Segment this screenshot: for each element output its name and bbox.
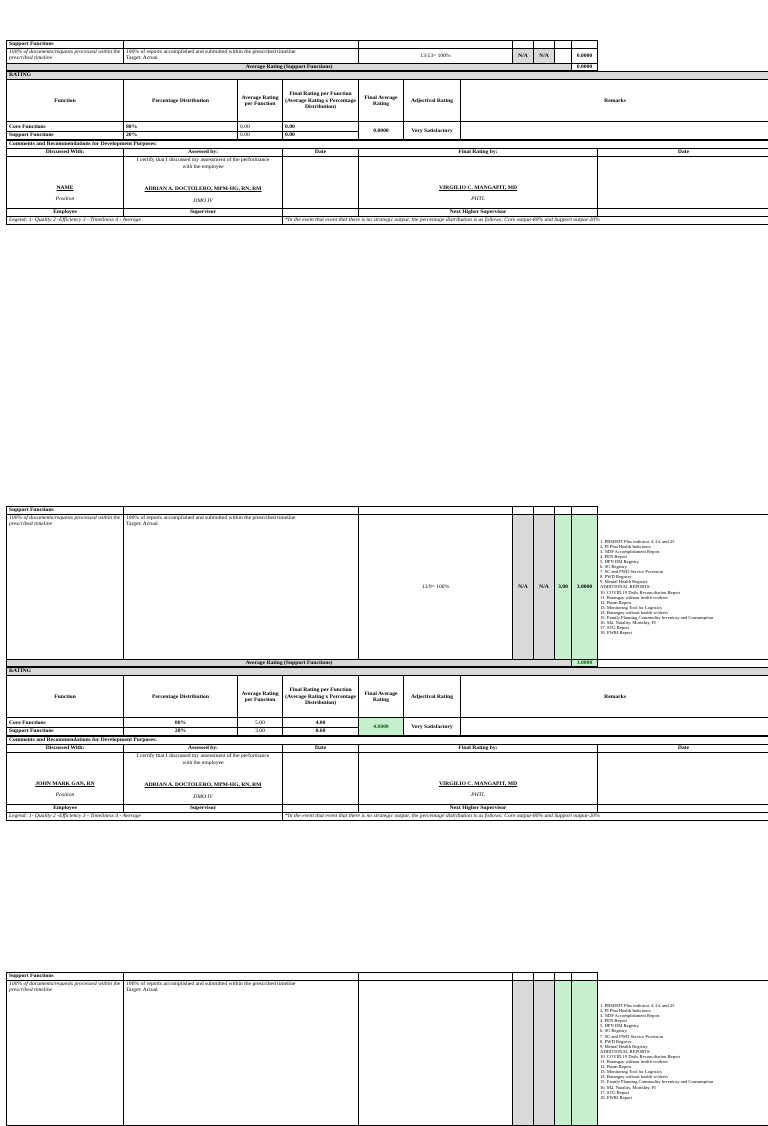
core-functions-label: Core Functions — [7, 718, 124, 728]
remark-item: 12. Beam Report — [600, 1064, 767, 1069]
remark-item: 15. Family Planning Commodity Inventory and Consumption — [600, 615, 767, 620]
support-functions-table — [6, 972, 768, 1126]
header-final-average: Final Average Rating — [359, 676, 404, 718]
remark-item: 8. PWD Registry — [600, 1039, 767, 1044]
avg-support-label: Average Rating (Support Functions) — [7, 660, 572, 667]
certify-text: I certify that I discussed my assessment of the performance with the employee — [126, 157, 280, 170]
employee-name: JOHN MARK GAN, RN — [9, 781, 121, 787]
signature-table — [6, 736, 768, 820]
date-header-2: Date — [598, 745, 768, 753]
comments-heading: Comments and Recommendations for Development Purposes: — [7, 141, 768, 149]
support-functions-table — [6, 40, 768, 71]
date-header-2: Date — [598, 149, 768, 157]
supervisor-name: ADRIAN A. DOCTOLERO, MPM-HG, RN, RM — [126, 186, 280, 192]
employee-position: Position — [9, 196, 121, 202]
legend: Legend: 1- Quality 2 -Efficiency 3 - Timeliness 4 - Average — [7, 813, 283, 820]
header-percentage: Percentage Distribution — [124, 676, 238, 718]
remark-item: 2. FI Plus Health Indicators — [600, 1008, 767, 1013]
header-final-rating: Final Rating per Function (Average Rating x Percentage Distribution) — [283, 80, 359, 122]
final-average-rating: 0.0000 — [359, 122, 404, 140]
efficiency-rating: N/A — [534, 515, 555, 660]
remark-item: 14. Barangay without health workers — [600, 1074, 767, 1079]
next-supervisor-signature-cell — [359, 157, 598, 209]
remark-item: 5. HPN DM Registry — [600, 1023, 767, 1028]
next-higher-label: Next Higher Supervisor — [359, 209, 598, 217]
remark-item: 6. SC Registry — [600, 564, 767, 569]
header-remarks: Remarks — [461, 676, 768, 718]
support-avg: 3.00 — [238, 728, 283, 736]
remark-item: 16. M2, Natality, Mortality, FI — [600, 620, 767, 625]
support-functions-heading: Support Functions — [7, 973, 124, 981]
support-functions-heading: Support Functions — [7, 507, 124, 515]
next-supervisor-name: VIRGILIO C. MANGAPIT, MD — [361, 781, 595, 787]
target-sub: Target: Actual — [126, 55, 356, 61]
comments-heading: Comments and Recommendations for Development Purposes: — [7, 737, 768, 745]
target-text: 100% of reports accomplished and submitted within the prescribed timeline — [126, 981, 356, 987]
remark-item: 1. PBSDMT Plus indicator 4, 24, and 25 — [600, 1003, 767, 1008]
rating-summary-table — [6, 71, 768, 140]
actual-ratio: 13/9= 100% — [359, 515, 513, 660]
remark-item: 15. Family Planning Commodity Inventory and Consumption — [600, 1079, 767, 1084]
remark-item: ADDITIONAL REPORTS: — [600, 1049, 767, 1054]
remark-item: 3. NDP Accomplishment Report — [600, 549, 767, 554]
remarks-cell — [461, 718, 768, 736]
target-cell — [124, 49, 359, 64]
date-header: Date — [283, 745, 359, 753]
supervisor-position: DMO IV — [126, 794, 280, 800]
next-supervisor-signature-cell — [359, 753, 598, 805]
header-final-average: Final Average Rating — [359, 80, 404, 122]
core-avg: 5.00 — [238, 718, 283, 728]
support-pct: 20% — [124, 132, 238, 140]
success-indicator: 100% of documents/requests processed within the prescribed timeline — [7, 515, 124, 660]
next-supervisor-position: PHTL — [361, 792, 595, 798]
rating-summary-table — [6, 667, 768, 736]
final-rating-by-header: Final Rating by: — [359, 745, 598, 753]
remark-item: 4. PEN Report — [600, 554, 767, 559]
employee-label: Employee — [7, 209, 124, 217]
next-higher-label: Next Higher Supervisor — [359, 805, 598, 813]
efficiency-rating: N/A — [534, 49, 555, 64]
avg-support-value: 0.0000 — [572, 64, 598, 71]
target-cell — [124, 515, 359, 660]
avg-support-label: Average Rating (Support Functions) — [7, 64, 572, 71]
remark-item: 7. SC and PWD Service Provision — [600, 569, 767, 574]
core-final: 0.00 — [283, 122, 359, 132]
header-function: Function — [7, 80, 124, 122]
rating-form-2 — [6, 506, 768, 821]
remark-item: 4. PEN Report — [600, 1018, 767, 1023]
next-supervisor-name: VIRGILIO C. MANGAPIT, MD — [361, 185, 595, 191]
remark-item: 13. Monitoring Tool for Logistics — [600, 605, 767, 610]
remark-item: 6. SC Registry — [600, 1028, 767, 1033]
remark-item: 17. STG Report — [600, 625, 767, 630]
header-adjectival: Adjectival Rating — [404, 80, 461, 122]
next-supervisor-position: PHTL — [361, 196, 595, 202]
employee-position: Position — [9, 792, 121, 798]
rating-form-3 — [6, 972, 768, 1126]
supervisor-label: Supervisor — [124, 805, 283, 813]
header-average-rating: Average Rating per Function — [238, 676, 283, 718]
final-rating-by-header: Final Rating by: — [359, 149, 598, 157]
remark-item: 9. Mental Health Registry — [600, 1044, 767, 1049]
assessed-by-header: Assessed by: — [124, 149, 283, 157]
supervisor-position: DMO IV — [126, 198, 280, 204]
actual-ratio: 13/13= 100% — [359, 49, 513, 64]
remark-item: 13. Monitoring Tool for Logistics — [600, 1069, 767, 1074]
certify-text: I certify that I discussed my assessment of the performance with the employee — [126, 753, 280, 766]
average-rating-value: 3.0000 — [572, 515, 598, 660]
core-pct: 80% — [124, 718, 238, 728]
discussed-with-header: Discussed With: — [7, 149, 124, 157]
support-functions-label: Support Functions — [7, 132, 124, 140]
target-sub: Target: Actual — [126, 521, 356, 527]
remark-item: 18. FWRI Report — [600, 1095, 767, 1100]
remark-item: 12. Beam Report — [600, 600, 767, 605]
header-remarks: Remarks — [461, 80, 768, 122]
employee-label: Employee — [7, 805, 124, 813]
date-header: Date — [283, 149, 359, 157]
support-pct: 20% — [124, 728, 238, 736]
core-avg: 0.00 — [238, 122, 283, 132]
footnote: *In the event that event that there is no strategic output, the percentage distribution is as follows: Core output-80% and Support output-20% — [283, 217, 768, 224]
final-average-rating: 4.6000 — [359, 718, 404, 736]
avg-support-value: 3.0000 — [572, 660, 598, 667]
adjectival-rating: Very Satisfactory — [404, 718, 461, 736]
employee-signature-cell — [7, 753, 124, 805]
rating-form-1 — [6, 40, 768, 225]
remark-item: 7. SC and PWD Service Provision — [600, 1034, 767, 1039]
employee-name: NAME — [9, 185, 121, 191]
core-pct: 80% — [124, 122, 238, 132]
timeliness-rating: 3.00 — [555, 515, 572, 660]
remarks-list — [598, 981, 768, 1126]
support-final: 0.60 — [283, 728, 359, 736]
quality-rating: N/A — [513, 49, 534, 64]
quality-rating: N/A — [513, 515, 534, 660]
supervisor-name: ADRIAN A. DOCTOLERO, MPM-HG, RN, RM — [126, 782, 280, 788]
support-functions-heading: Support Functions — [7, 41, 124, 49]
remarks-cell — [461, 122, 768, 140]
target-cell — [124, 981, 359, 1126]
average-rating-value: 0.0000 — [572, 49, 598, 64]
remark-item: 17. STG Report — [600, 1090, 767, 1095]
core-final: 4.00 — [283, 718, 359, 728]
rating-heading: RATING — [7, 72, 768, 80]
remark-item: 5. HPN DM Registry — [600, 559, 767, 564]
supervisor-signature-cell — [124, 753, 283, 805]
success-indicator: 100% of documents/requests processed within the prescribed timeline — [7, 981, 124, 1126]
support-final: 0.00 — [283, 132, 359, 140]
remark-item: 16. M2, Natality, Mortality, FI — [600, 1085, 767, 1090]
remark-item: 18. FWRI Report — [600, 630, 767, 635]
footnote: *In the event that event that there is no strategic output, the percentage distribution is as follows: Core output-80% and Support output-20% — [283, 813, 768, 820]
remark-item: 2. FI Plus Health Indicators — [600, 544, 767, 549]
adjectival-rating: Very Satisfactory — [404, 122, 461, 140]
support-avg: 0.00 — [238, 132, 283, 140]
header-function: Function — [7, 676, 124, 718]
supervisor-label: Supervisor — [124, 209, 283, 217]
remark-item: 9. Mental Health Registry — [600, 579, 767, 584]
supervisor-signature-cell — [124, 157, 283, 209]
remark-item: 8. PWD Registry — [600, 574, 767, 579]
header-adjectival: Adjectival Rating — [404, 676, 461, 718]
header-average-rating: Average Rating per Function — [238, 80, 283, 122]
legend: Legend: 1- Quality 2 -Efficiency 3 - Timeliness 4 - Average — [7, 217, 283, 224]
support-functions-label: Support Functions — [7, 728, 124, 736]
remark-item: 11. Barangay without health workers — [600, 1059, 767, 1064]
remark-item: 10. COVID 19 Daily Reconciliation Report — [600, 590, 767, 595]
remark-item: 3. NDP Accomplishment Report — [600, 1013, 767, 1018]
header-percentage: Percentage Distribution — [124, 80, 238, 122]
success-indicator: 100% of documents/requests processed within the prescribed timeline — [7, 49, 124, 64]
target-text: 100% of reports accomplished and submitted within the prescribed timeline — [126, 515, 356, 521]
remarks-list — [598, 515, 768, 660]
remark-item: 10. COVID 19 Daily Reconciliation Report — [600, 1054, 767, 1059]
discussed-with-header: Discussed With: — [7, 745, 124, 753]
assessed-by-header: Assessed by: — [124, 745, 283, 753]
remark-item: 1. PBSDMT Plus indicator 4, 24, and 25 — [600, 539, 767, 544]
rating-heading: RATING — [7, 668, 768, 676]
remark-item: ADDITIONAL REPORTS: — [600, 584, 767, 589]
remark-item: 14. Barangay without health workers — [600, 610, 767, 615]
employee-signature-cell — [7, 157, 124, 209]
target-text: 100% of reports accomplished and submitted within the prescribed timeline — [126, 49, 356, 55]
signature-table — [6, 140, 768, 224]
support-functions-table — [6, 506, 768, 667]
target-sub: Target: Actual — [126, 987, 356, 993]
core-functions-label: Core Functions — [7, 122, 124, 132]
header-final-rating: Final Rating per Function (Average Rating x Percentage Distribution) — [283, 676, 359, 718]
remark-item: 11. Barangay without health workers — [600, 595, 767, 600]
